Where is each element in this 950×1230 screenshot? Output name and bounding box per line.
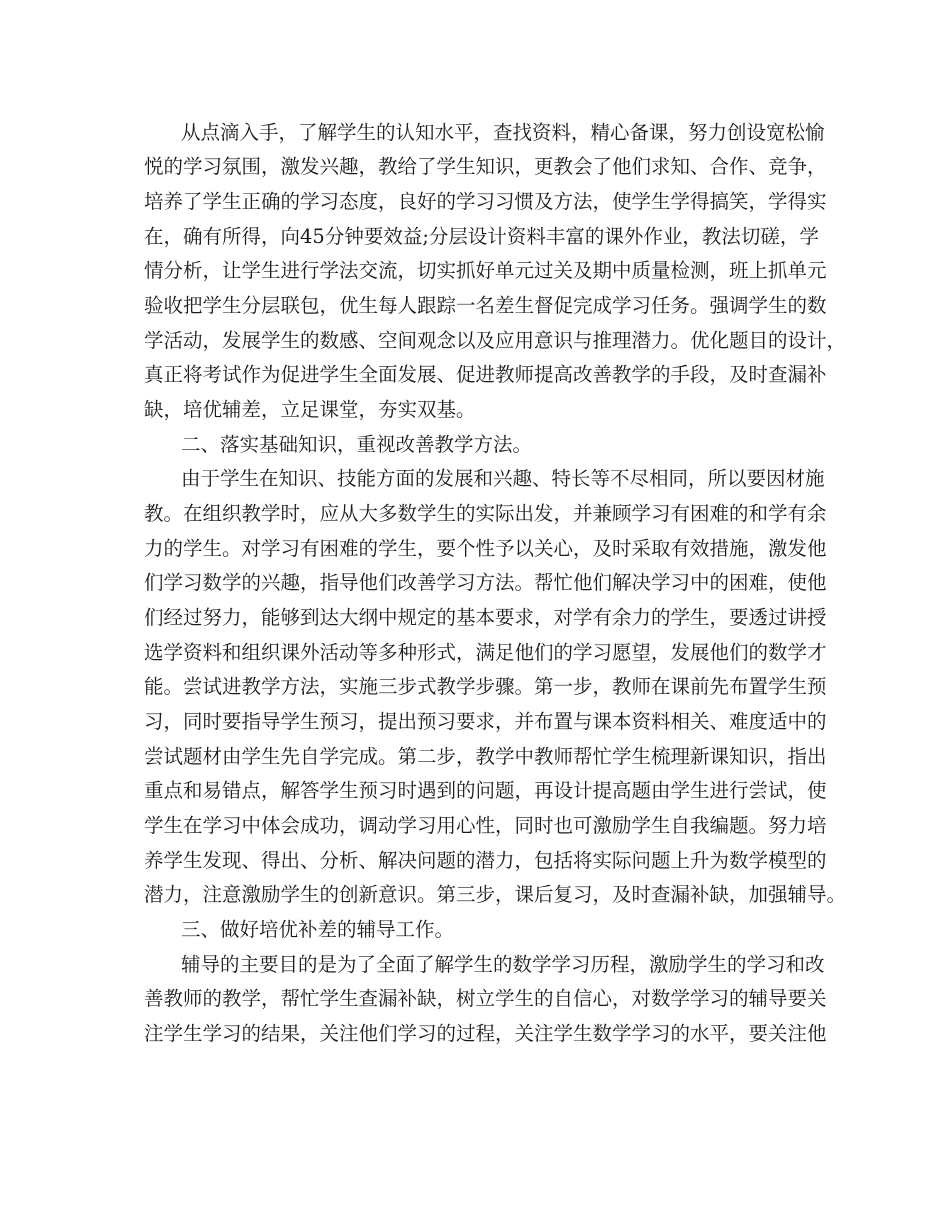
text-line: 们学习数学的兴趣，指导他们改善学习方法。帮忙他们解决学习中的困难，使他	[144, 571, 827, 594]
section-heading: 三、做好培优补差的辅导工作。	[181, 918, 455, 941]
text-line: 从点滴入手，了解学生的认知水平，查找资料，精心备课，努力创设宽松愉	[181, 121, 825, 144]
text-line: 情分析，让学生进行学法交流，切实抓好单元过关及期中质量检测，班上抓单元	[144, 259, 827, 282]
text-line: 辅导的主要目的是为了全面了解学生的数学学习历程，激励学生的学习和改	[181, 953, 825, 976]
text-line: 教。在组织教学时，应从大多数学生的实际出发，并兼顾学习有困难的和学有余	[144, 502, 827, 525]
text-line: 习，同时要指导学生预习，提出预习要求，并布置与课本资料相关、难度适中的	[144, 710, 827, 733]
text-line: 学生在学习中体会成功，调动学习用心性，同时也可激励学生自我编题。努力培	[144, 814, 827, 837]
text-line: 重点和易错点，解答学生预习时遇到的问题，再设计提高题由学生进行尝试，使	[144, 779, 827, 802]
section-heading: 二、落实基础知识，重视改善教学方法。	[181, 433, 533, 456]
text-line: 悦的学习氛围，激发兴趣，教给了学生知识，更教会了他们求知、合作、竞争，	[144, 155, 827, 178]
text-line: 真正将考试作为促进学生全面发展、促进教师提高改善教学的手段，及时查漏补	[144, 363, 827, 386]
text-line: 在，确有所得，向45分钟要效益;分层设计资料丰富的课外作业，教法切磋，学	[144, 225, 819, 248]
text-line: 注学生学习的结果，关注他们学习的过程，关注学生数学学习的水平，要关注他	[144, 1022, 827, 1045]
text-line: 潜力，注意激励学生的创新意识。第三步，课后复习，及时查漏补缺，加强辅导。	[144, 883, 847, 906]
text-line: 由于学生在知识、技能方面的发展和兴趣、特长等不尽相同，所以要因材施	[181, 467, 825, 490]
text-line: 学活动，发展学生的数感、空间观念以及应用意识与推理潜力。优化题目的设计，	[144, 329, 847, 352]
text-line: 善教师的教学，帮忙学生查漏补缺，树立学生的自信心，对数学学习的辅导要关	[144, 987, 827, 1010]
text-line: 验收把学生分层联包，优生每人跟踪一名差生督促完成学习任务。强调学生的数	[144, 294, 827, 317]
text-line: 培养了学生正确的学习态度，良好的学习习惯及方法，使学生学得搞笑，学得实	[144, 190, 827, 213]
text-line: 缺，培优辅差，立足课堂，夯实双基。	[144, 398, 476, 421]
text-line: 选学资料和组织课外活动等多种形式，满足他们的学习愿望，发展他们的数学才	[144, 641, 827, 664]
text-line: 尝试题材由学生先自学完成。第二步，教学中教师帮忙学生梳理新课知识，指出	[144, 745, 827, 768]
text-line: 能。尝试进教学方法，实施三步式教学步骤。第一步，教师在课前先布置学生预	[144, 675, 827, 698]
text-line: 养学生发现、得出、分析、解决问题的潜力，包括将实际问题上升为数学模型的	[144, 849, 827, 872]
text-line: 们经过努力，能够到达大纲中规定的基本要求，对学有余力的学生，要透过讲授	[144, 606, 827, 629]
text-line: 力的学生。对学习有困难的学生，要个性予以关心，及时采取有效措施，激发他	[144, 537, 827, 560]
